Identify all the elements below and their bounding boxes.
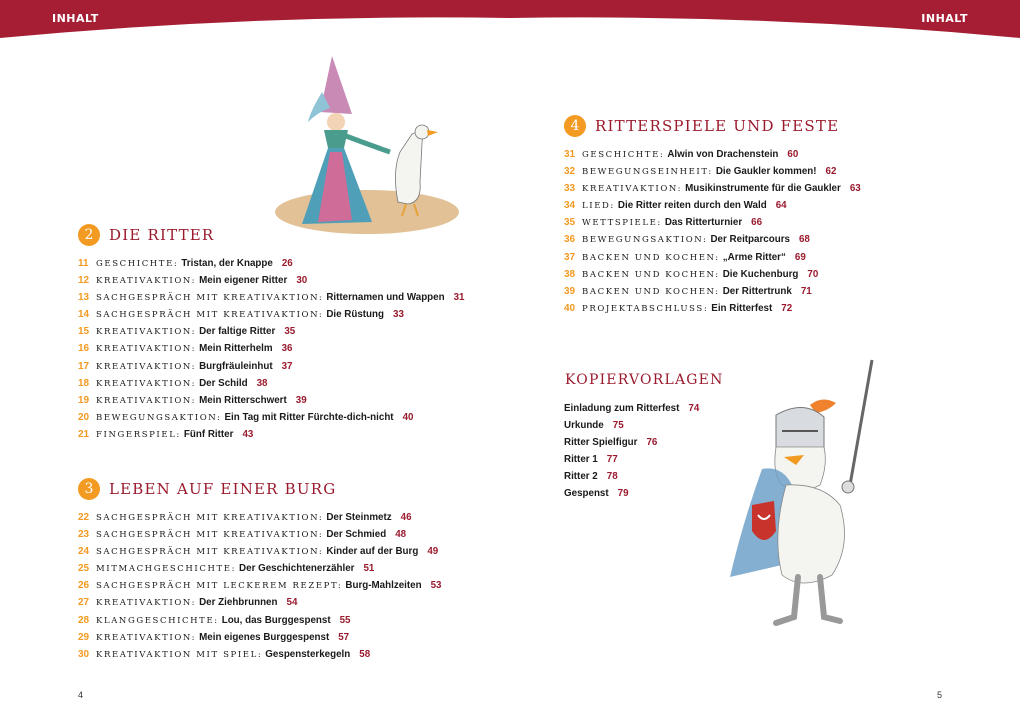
entry-category: SACHGESPRÄCH MIT KREATIVAKTION: bbox=[96, 513, 324, 523]
lady-with-goose-illustration bbox=[272, 52, 462, 237]
entry-category: KREATIVAKTION: bbox=[96, 598, 197, 609]
toc-entry bbox=[78, 323, 465, 340]
entry-category: SACHGESPRÄCH MIT KREATIVAKTION: bbox=[96, 293, 324, 304]
toc-entry bbox=[564, 214, 861, 231]
entry-page: 43 bbox=[242, 428, 254, 440]
header-bar bbox=[0, 0, 1020, 40]
entry-title: Tristan, der Knappe bbox=[181, 258, 273, 269]
entry-page: 57 bbox=[338, 631, 350, 643]
entry-category: BEWEGUNGSEINHEIT: bbox=[582, 167, 713, 178]
entry-number: 22 bbox=[78, 512, 90, 523]
entry-title: Der Ziehbrunnen bbox=[199, 597, 278, 609]
entry-category: SACHGESPRÄCH MIT LECKEREM REZEPT: bbox=[96, 581, 343, 592]
entry-title: Der Reitparcours bbox=[710, 234, 790, 246]
kopiervorlage-entry bbox=[564, 468, 699, 485]
entry-title: Gespenst bbox=[564, 488, 609, 500]
toc-entry bbox=[78, 543, 442, 560]
entry-category: KREATIVAKTION: bbox=[96, 361, 197, 372]
section-heading: LEBEN AUF EINER BURG bbox=[109, 480, 337, 498]
entry-page: 79 bbox=[617, 488, 629, 500]
entry-title: Ein Tag mit Ritter Fürchte-dich-nicht bbox=[224, 411, 394, 423]
entry-number: 23 bbox=[78, 529, 90, 541]
kopiervorlage-entry bbox=[564, 417, 699, 434]
entry-page: 48 bbox=[395, 529, 407, 541]
toc-entry bbox=[78, 509, 442, 526]
toc-list-section-2 bbox=[78, 255, 465, 443]
entry-number: 29 bbox=[78, 631, 90, 643]
entry-number: 34 bbox=[564, 200, 576, 212]
entry-number: 31 bbox=[564, 149, 576, 160]
entry-number: 38 bbox=[564, 268, 576, 280]
entry-category: LIED: bbox=[582, 201, 615, 212]
toc-entry bbox=[78, 560, 442, 577]
entry-category: BACKEN UND KOCHEN: bbox=[582, 252, 720, 263]
entry-title: Fünf Ritter bbox=[183, 428, 234, 440]
page-number-left: 4 bbox=[78, 690, 84, 700]
entry-category: BEWEGUNGSAKTION: bbox=[582, 235, 708, 246]
entry-title: Ritter Spielfigur bbox=[564, 437, 638, 449]
entry-page: 78 bbox=[606, 471, 618, 483]
toc-entry bbox=[78, 392, 465, 409]
entry-category: GESCHICHTE: bbox=[96, 259, 179, 269]
toc-list-section-4 bbox=[564, 146, 861, 317]
entry-number: 26 bbox=[78, 580, 90, 592]
entry-number: 21 bbox=[78, 428, 90, 440]
entry-title: Der faltige Ritter bbox=[199, 326, 276, 338]
entry-category: BACKEN UND KOCHEN: bbox=[582, 286, 720, 297]
section-title-4 bbox=[564, 115, 839, 137]
toc-entry bbox=[78, 358, 465, 375]
entry-page: 35 bbox=[284, 326, 296, 338]
entry-page: 37 bbox=[281, 360, 293, 372]
entry-page: 74 bbox=[688, 403, 700, 414]
entry-page: 68 bbox=[798, 234, 810, 246]
entry-number: 33 bbox=[564, 183, 576, 195]
entry-category: KREATIVAKTION: bbox=[96, 395, 197, 406]
entry-title: Kinder auf der Burg bbox=[326, 546, 419, 558]
toc-entry bbox=[564, 146, 861, 163]
entry-number: 16 bbox=[78, 343, 90, 355]
entry-page: 55 bbox=[339, 614, 351, 626]
entry-title: Ritter 2 bbox=[564, 471, 598, 483]
toc-entry bbox=[78, 577, 442, 594]
toc-list-section-3 bbox=[78, 509, 442, 663]
section-number-badge: 2 bbox=[78, 224, 100, 246]
kopiervorlagen-list bbox=[564, 400, 699, 503]
kopiervorlage-entry bbox=[564, 400, 699, 417]
toc-entry bbox=[564, 300, 861, 317]
kopiervorlage-entry bbox=[564, 485, 699, 502]
entry-title: Die Gaukler kommen! bbox=[715, 166, 817, 178]
entry-page: 63 bbox=[849, 183, 861, 195]
entry-page: 75 bbox=[612, 420, 624, 432]
page-number-right: 5 bbox=[937, 690, 943, 700]
entry-page: 70 bbox=[807, 268, 819, 280]
entry-title: „Arme Ritter“ bbox=[722, 251, 786, 263]
entry-title: Der Schild bbox=[199, 377, 248, 389]
entry-page: 46 bbox=[400, 512, 412, 523]
entry-page: 51 bbox=[363, 563, 375, 575]
entry-category: SACHGESPRÄCH MIT KREATIVAKTION: bbox=[96, 530, 324, 541]
kopiervorlage-entry bbox=[564, 434, 699, 451]
entry-page: 33 bbox=[393, 309, 404, 321]
entry-page: 31 bbox=[453, 292, 465, 304]
entry-page: 64 bbox=[775, 200, 787, 212]
entry-title: Lou, das Burggespenst bbox=[221, 614, 331, 626]
entry-number: 40 bbox=[564, 302, 576, 314]
toc-entry bbox=[564, 249, 861, 266]
entry-page: 77 bbox=[606, 454, 618, 466]
entry-title: Der Rittertrunk bbox=[722, 285, 792, 297]
toc-entry bbox=[78, 272, 465, 289]
entry-title: Einladung zum Ritterfest bbox=[564, 403, 680, 414]
entry-title: Alwin von Drachenstein bbox=[667, 149, 779, 160]
entry-title: Ein Ritterfest bbox=[711, 302, 773, 314]
toc-entry bbox=[564, 197, 861, 214]
toc-entry bbox=[564, 163, 861, 180]
knight-goose-illustration bbox=[712, 355, 882, 635]
entry-title: Urkunde bbox=[564, 420, 604, 432]
entry-title: Gespensterkegeln bbox=[265, 648, 351, 660]
entry-number: 17 bbox=[78, 360, 90, 372]
entry-number: 39 bbox=[564, 285, 576, 297]
entry-page: 60 bbox=[787, 149, 799, 160]
kopiervorlage-entry bbox=[564, 451, 699, 468]
entry-category: BACKEN UND KOCHEN: bbox=[582, 269, 720, 280]
entry-page: 53 bbox=[430, 580, 442, 592]
entry-number: 11 bbox=[78, 258, 89, 269]
entry-title: Die Ritter reiten durch den Wald bbox=[617, 200, 767, 212]
entry-category: WETTSPIELE: bbox=[582, 218, 662, 229]
entry-title: Die Kuchenburg bbox=[722, 268, 799, 280]
entry-number: 18 bbox=[78, 377, 90, 389]
entry-page: 26 bbox=[281, 258, 293, 269]
entry-title: Der Schmied bbox=[326, 529, 387, 541]
entry-number: 20 bbox=[78, 411, 90, 423]
entry-title: Mein eigener Ritter bbox=[199, 275, 288, 287]
entry-number: 13 bbox=[78, 292, 90, 304]
toc-entry bbox=[78, 612, 442, 629]
entry-page: 39 bbox=[295, 394, 307, 406]
entry-category: KLANGGESCHICHTE: bbox=[96, 615, 219, 626]
entry-number: 37 bbox=[564, 251, 576, 263]
entry-page: 30 bbox=[296, 275, 308, 287]
entry-number: 36 bbox=[564, 234, 576, 246]
entry-title: Burg-Mahlzeiten bbox=[345, 580, 422, 592]
entry-number: 19 bbox=[78, 394, 90, 406]
entry-title: Der Geschichtenerzähler bbox=[239, 563, 355, 575]
toc-entry bbox=[78, 340, 465, 357]
entry-category: BEWEGUNGSAKTION: bbox=[96, 412, 222, 423]
toc-entry bbox=[564, 283, 861, 300]
toc-entry bbox=[78, 289, 465, 306]
entry-category: KREATIVAKTION: bbox=[96, 276, 197, 287]
entry-number: 35 bbox=[564, 217, 576, 229]
entry-number: 14 bbox=[78, 309, 90, 321]
toc-entry bbox=[564, 266, 861, 283]
entry-page: 72 bbox=[781, 302, 793, 314]
entry-page: 40 bbox=[402, 411, 414, 423]
entry-number: 32 bbox=[564, 166, 576, 178]
entry-title: Das Ritterturnier bbox=[664, 217, 743, 229]
section-heading: DIE RITTER bbox=[109, 226, 215, 244]
entry-category: MITMACHGESCHICHTE: bbox=[96, 564, 237, 575]
header-right-label: INHALT bbox=[921, 12, 968, 25]
entry-title: Ritter 1 bbox=[564, 454, 598, 466]
entry-page: 76 bbox=[646, 437, 658, 449]
entry-title: Mein Ritterschwert bbox=[199, 394, 287, 406]
toc-entry bbox=[78, 375, 465, 392]
entry-page: 58 bbox=[359, 648, 371, 660]
entry-title: Mein Ritterhelm bbox=[199, 343, 273, 355]
entry-page: 71 bbox=[800, 285, 812, 297]
entry-number: 25 bbox=[78, 563, 90, 575]
entry-number: 28 bbox=[78, 614, 90, 626]
entry-number: 30 bbox=[78, 648, 90, 660]
entry-category: PROJEKTABSCHLUSS: bbox=[582, 303, 709, 314]
toc-entry bbox=[78, 409, 465, 426]
toc-entry bbox=[78, 306, 465, 323]
entry-category: SACHGESPRÄCH MIT KREATIVAKTION: bbox=[96, 310, 324, 321]
entry-number: 27 bbox=[78, 597, 90, 609]
toc-entry bbox=[78, 594, 442, 611]
entry-number: 12 bbox=[78, 275, 90, 287]
toc-entry bbox=[78, 629, 442, 646]
entry-category: KREATIVAKTION: bbox=[96, 344, 197, 355]
entry-category: KREATIVAKTION: bbox=[96, 632, 197, 643]
toc-entry bbox=[78, 426, 465, 443]
entry-title: Der Steinmetz bbox=[326, 512, 392, 523]
section-title-3 bbox=[78, 478, 336, 500]
entry-number: 24 bbox=[78, 546, 90, 558]
toc-entry bbox=[78, 526, 442, 543]
kopiervorlagen-heading: KOPIERVORLAGEN bbox=[565, 372, 724, 388]
toc-entry bbox=[78, 255, 465, 272]
section-heading: RITTERSPIELE UND FESTE bbox=[595, 117, 840, 135]
entry-page: 69 bbox=[794, 251, 806, 263]
entry-category: GESCHICHTE: bbox=[582, 150, 665, 160]
entry-page: 66 bbox=[751, 217, 763, 229]
entry-category: KREATIVAKTION: bbox=[96, 327, 197, 338]
toc-entry bbox=[78, 646, 442, 663]
toc-entry bbox=[564, 231, 861, 248]
section-number-badge: 3 bbox=[78, 478, 100, 500]
entry-page: 36 bbox=[281, 343, 293, 355]
entry-page: 54 bbox=[286, 597, 298, 609]
entry-page: 62 bbox=[825, 166, 837, 178]
entry-category: FINGERSPIEL: bbox=[96, 429, 181, 440]
entry-title: Ritternamen und Wappen bbox=[326, 292, 445, 304]
entry-category: KREATIVAKTION: bbox=[582, 184, 683, 195]
entry-title: Musikinstrumente für die Gaukler bbox=[685, 183, 841, 195]
entry-number: 15 bbox=[78, 326, 90, 338]
entry-category: SACHGESPRÄCH MIT KREATIVAKTION: bbox=[96, 547, 324, 558]
toc-entry bbox=[564, 180, 861, 197]
section-title-2 bbox=[78, 224, 214, 246]
section-number-badge: 4 bbox=[564, 115, 586, 137]
entry-category: KREATIVAKTION MIT SPIEL: bbox=[96, 649, 263, 660]
entry-page: 49 bbox=[427, 546, 439, 558]
entry-category: KREATIVAKTION: bbox=[96, 378, 197, 389]
entry-title: Mein eigenes Burggespenst bbox=[199, 631, 330, 643]
entry-title: Burgfräuleinhut bbox=[199, 360, 273, 372]
entry-page: 38 bbox=[256, 377, 268, 389]
entry-title: Die Rüstung bbox=[326, 309, 385, 321]
header-left-label: INHALT bbox=[52, 12, 99, 25]
